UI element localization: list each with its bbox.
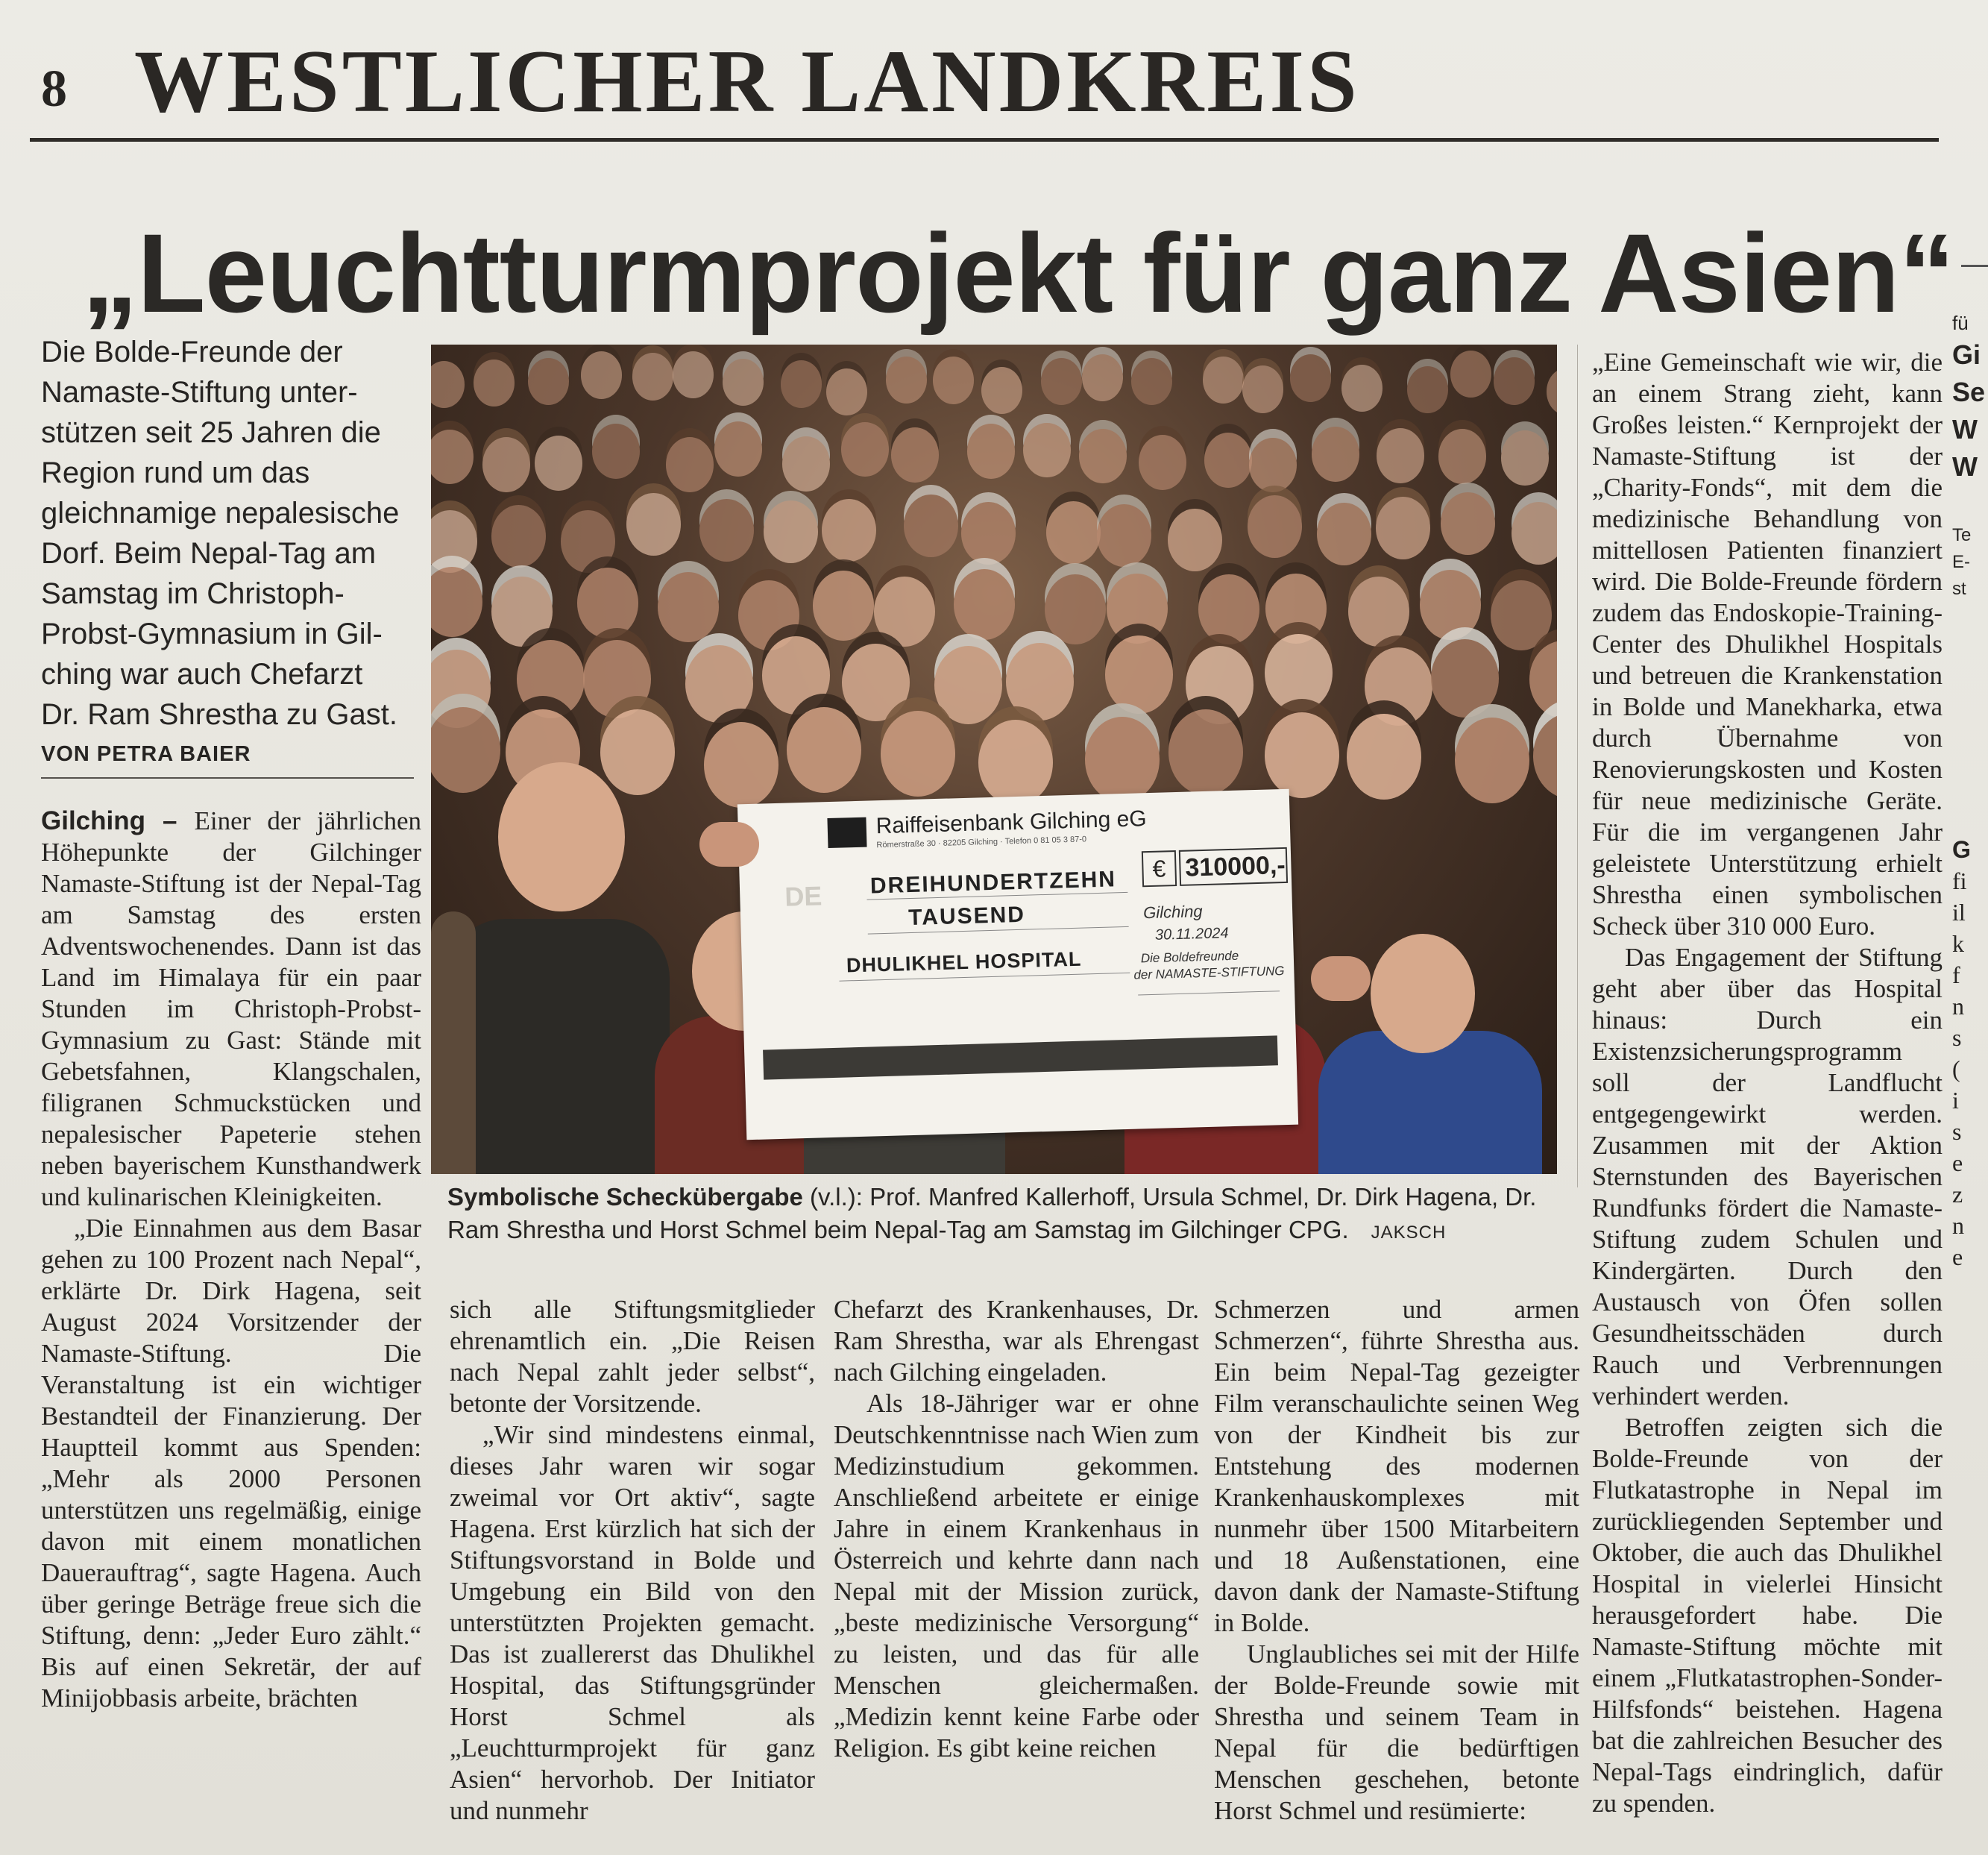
crowd-member (474, 360, 515, 407)
lead-line: ching war auch Chefarzt (41, 658, 363, 691)
edge-text: s (1952, 1024, 1962, 1051)
crowd-member (1501, 430, 1549, 486)
edge-text: f (1952, 961, 1960, 988)
cheque-amount: 310000,- (1179, 847, 1288, 886)
cheque-de-mark: DE (784, 880, 822, 912)
person-figure (431, 911, 476, 1174)
paragraph: Unglaubliches sei mit der Hilfe der Bolde-Freunde sowie mit Shrestha und seinem Team in Nepal für die bedürftigen Menschen geschehen, betonte Horst Schmel und resümierte: (1214, 1639, 1579, 1825)
crowd-member (934, 646, 1002, 724)
crowd-member (1348, 577, 1409, 647)
cheque-place: Gilching (1142, 902, 1203, 923)
lead-line: Namaste-Stiftung unter- (41, 376, 358, 409)
headline: „Leuchtturmprojekt für ganz Asien“ (82, 210, 1954, 336)
edge-text: G (1952, 836, 1971, 863)
crowd-member (626, 493, 681, 556)
cheque-issuer: Die Boldefreunde (1140, 948, 1239, 966)
person-head (1371, 934, 1475, 1053)
crowd-member (1097, 504, 1151, 567)
crowd-member (491, 577, 553, 647)
crowd-member (1041, 358, 1082, 405)
article-photo (431, 345, 1557, 1174)
paragraph: Schmerzen und armen Schmerzen“, führte Shrestha aus. Ein beim Nepal-Tag gezeigter Film veranschaulichte seinen Weg von der Kindheit bis zur Entstehung des modernen Krankenhauskomplexes mit nunmehr über 1500 Mitarbeitern und 18 Außenstationen, eine davon dank der Namaste-Stiftung in Bolde. (1214, 1295, 1579, 1637)
edge-rule (1961, 265, 1988, 267)
crowd-member (762, 636, 830, 715)
crowd-member (1107, 574, 1168, 644)
crowd-member (491, 505, 546, 568)
crowd-member (583, 640, 651, 718)
crowd-member (1431, 639, 1499, 718)
crowd-member (704, 722, 778, 808)
edge-text: i (1952, 1087, 1959, 1114)
crowd-member (1407, 366, 1448, 413)
edge-text: Se (1952, 377, 1986, 407)
edge-text: n (1952, 1212, 1964, 1239)
article-column-4 (1214, 1294, 1579, 1827)
edge-text: z (1952, 1181, 1963, 1208)
crowd-member (699, 499, 754, 562)
crowd-member (1079, 429, 1127, 484)
column-divider (1577, 345, 1578, 1187)
cheque-payee: DHULIKHEL HOSPITAL (846, 947, 1082, 977)
crowd-member (891, 427, 939, 483)
crowd-member (1006, 643, 1074, 721)
paragraph: Betroffen zeigten sich die Bolde-Freunde von der Flutkatastrophe in Nepal im zurückliegenden September und Oktober, die auch das Dhulikhel Hospital in vielerlei Hinsicht herausgefordert habe. Die Namaste-Stiftung möchte mit einem „Flutkatastrophen-Sonder-Hilfsfonds“ beistehen. Hagena bat die zahlreichen Besucher des Nepal-Tags eindringlich, dafür zu spenden. (1592, 1413, 1943, 1818)
crowd-member (1420, 570, 1481, 640)
person-figure (446, 919, 670, 1174)
crowd-member (535, 436, 582, 491)
paragraph: sich alle Stiftungsmitglieder ehrenamtlich ein. „Die Reisen nach Nepal zahlt jeder selbst“, betonte der Vorsitzende. (450, 1295, 815, 1418)
crowd-member (1317, 503, 1371, 565)
cheque-date: 30.11.2024 (1154, 925, 1229, 944)
edge-fragment-mid (1952, 522, 1988, 603)
crowd-member (1376, 497, 1430, 559)
paragraph (41, 806, 421, 1213)
crowd-member (1168, 509, 1222, 571)
crowd-member (764, 500, 818, 563)
cheque-coding-band (763, 1035, 1278, 1079)
crowd-member (1491, 580, 1552, 650)
crowd-member (431, 430, 474, 485)
edge-text: st (1952, 579, 1966, 599)
paragraph-text: Einer der jährlichen Höhepunkte der Gilchinger Namaste-Stiftung ist der Nepal-Tag am Samstag des ersten Adventswochenendes. Dann ist das Land im Himalaya für ein paar Stunden im Christoph-Probst-Gymnasium zu Gast: Stände mit Gebetsfahnen, Klangschalen, filigranen Schmuckstücken und nepalesischer Papeterie stehen neben bayerischem Kunsthandwerk und kulinarischen Kleinigkeiten. (41, 806, 421, 1211)
crowd-member (1105, 635, 1173, 714)
crowd-member (1290, 354, 1331, 401)
lead-line: Probst-Gymnasium in Gil- (41, 618, 383, 650)
hand (699, 822, 759, 867)
crowd-member (1085, 717, 1160, 803)
crowd-member (967, 424, 1015, 479)
crowd-member (600, 709, 675, 795)
caption-lead: Symbolische Scheckübergabe (447, 1183, 803, 1211)
crowd-member (904, 495, 958, 557)
crowd-member (881, 711, 955, 797)
cheque (737, 789, 1298, 1140)
bank-logo-icon (827, 817, 866, 848)
crowd-member (1168, 709, 1243, 795)
edge-fragment-top (1952, 310, 1988, 486)
crowd-member (981, 367, 1022, 414)
article-column-1 (41, 806, 421, 1714)
crowd-member (1347, 714, 1421, 800)
crowd-member (822, 499, 876, 562)
crowd-member (1341, 365, 1383, 412)
crowd-member (431, 361, 465, 408)
crowd-member (431, 707, 500, 793)
lead-line: Region rund um das (41, 456, 310, 489)
article-column-3 (834, 1294, 1199, 1764)
lead-line: Die Bolde-Freunde der (41, 336, 343, 368)
crowd-member (1265, 634, 1333, 712)
crowd-member (1377, 428, 1424, 483)
crowd-member (1131, 358, 1172, 405)
edge-text: fü (1952, 312, 1969, 334)
photo-credit: JAKSCH (1371, 1222, 1447, 1243)
crowd-member (933, 357, 974, 404)
crowd-member (592, 424, 640, 479)
crowd-member (1198, 574, 1259, 644)
edge-text: E- (1952, 552, 1970, 572)
crowd-member (1533, 713, 1557, 799)
euro-icon: € (1142, 850, 1177, 887)
person-head (498, 762, 625, 911)
edge-text: ( (1952, 1055, 1960, 1082)
section-title: WESTLICHER LANDKREIS (134, 31, 1360, 131)
header-rule (30, 138, 1939, 142)
edge-text: s (1952, 1118, 1962, 1145)
crowd-member (978, 720, 1053, 806)
crowd-member (1450, 351, 1491, 398)
crowd-member (658, 572, 719, 642)
lead-line: stützen seit 25 Jahren die (41, 416, 381, 449)
crowd-member (581, 351, 622, 398)
edge-text: n (1952, 993, 1964, 1020)
crowd-member (781, 360, 822, 407)
byline: VON PETRA BAIER (41, 742, 414, 779)
crowd-member (1265, 712, 1339, 798)
crowd-member (1046, 501, 1101, 564)
crowd-member (1082, 354, 1123, 401)
cheque-bank-address: Römerstraße 30 · 82205 Gilching · Telefon 0 81 05 3 87-0 (876, 835, 1087, 850)
paragraph: „Die Einnahmen aus dem Basar gehen zu 100 Prozent nach Nepal“, erklärte Dr. Dirk Hagena, seit August 2024 Vorsitzender der Namaste-Stiftung. Die Veranstaltung ist ein wichtiger Bestandteil der Finanzierung. Der Hauptteil kommt aus Spenden: „Mehr als 2000 Personen unterstützen uns regelmäßig, einige davon mit einem monatlichen Dauerauftrag“, sagte Hagena. Auch über geringe Beträge freue sich die Stiftung, denn: „Jeder Euro zählt.“ Bis auf einen Sekretär, der auf Minijobbasis arbeite, brächten (41, 1214, 421, 1713)
crowd-member (1265, 574, 1327, 644)
crowd-member (1547, 368, 1558, 415)
paragraph: Chefarzt des Krankenhauses, Dr. Ram Shrestha, war als Ehrengast nach Gilching eingeladen. (834, 1295, 1199, 1387)
article-lead (41, 332, 414, 735)
cheque-amount-words: TAUSEND (908, 902, 1026, 931)
cheque-line (1138, 991, 1280, 995)
crowd-member (954, 569, 1015, 639)
cheque-amount-words: DREIHUNDERTZEHN (869, 867, 1117, 899)
paragraph: Das Engagement der Stiftung geht aber über das Hospital hinaus: Durch ein Existenzsicherungsprogramm soll der Landflucht entgegengewirkt werden. Zusammen mit der Aktion Sternstunden des Bayerischen Rundfunks fördert die Namaste-Stiftung zudem Schulen und Kindergärten. Durch den Austausch von Öfen sollen Gesundheitsschäden durch Rauch und Verbrennungen verhindert werden. (1592, 943, 1943, 1410)
crowd-member (1204, 433, 1252, 488)
crowd-member (1312, 427, 1359, 482)
article-column-2 (450, 1294, 815, 1827)
crowd-member (673, 351, 714, 398)
crowd-member (961, 502, 1016, 565)
crowd-member (782, 436, 830, 492)
caption-text: (v.l.): Prof. Manfred Kallerhoff, Ursula Schmel, Dr. Dirk Hagena, Dr. Ram Shrestha und Horst Schmel beim Nepal-Tag am Samstag im Gilchinger CPG. (447, 1183, 1537, 1243)
paragraph: „Eine Gemeinschaft wie wir, die an einem Strang zieht, kann Großes leisten.“ Kernprojekt der Namaste-Stiftung ist der „Charity-Fonds“, mit dem die medizinische Behandlung von mittellosen Patienten finanziert wird. Die Bolde-Freunde fördern zudem das Endoskopie-Training-Center des Dhulikhel Hospitals und betreuen die Krankenstation in Bolde und Manekharka, etwa durch Übernahme von Renovierungskosten und Kosten für neue medizinische Geräte. Für die im vergangenen Jahr geleistete Unterstützung erhielt Shrestha einen symbolischen Scheck über 310 000 Euro. (1592, 348, 1943, 941)
crowd-member (431, 567, 482, 637)
lead-line: Dorf. Beim Nepal-Tag am (41, 537, 377, 570)
crowd-member (632, 353, 673, 400)
crowd-member (561, 510, 615, 573)
cheque-issuer: der NAMASTE-STIFTUNG (1133, 964, 1285, 982)
edge-text: e (1952, 1149, 1963, 1176)
crowd-member (841, 422, 889, 477)
edge-text: Te (1952, 525, 1972, 545)
crowd-member (826, 368, 867, 415)
edge-text: fi (1952, 867, 1967, 894)
crowd-member (1023, 423, 1071, 478)
crowd-member (577, 568, 638, 638)
lead-line: gleichnamige nepalesische (41, 497, 400, 530)
crowd-member (1045, 574, 1106, 644)
crowd-member (1441, 492, 1495, 555)
crowd-member (1455, 718, 1529, 803)
crowd-member (1529, 641, 1557, 719)
crowd-member (1248, 495, 1302, 558)
crowd-member (1512, 502, 1557, 565)
edge-text: W (1952, 414, 1978, 445)
crowd-member (886, 357, 927, 404)
crowd-member (1365, 647, 1432, 726)
lead-line: Dr. Ram Shrestha zu Gast. (41, 698, 397, 731)
edge-text: k (1952, 930, 1964, 957)
edge-text: il (1952, 899, 1966, 926)
edge-text: Gi (1952, 339, 1981, 370)
article-column-5 (1592, 347, 1943, 1819)
crowd-member (1242, 365, 1283, 412)
crowd-member (482, 437, 530, 492)
crowd-member (528, 358, 569, 405)
crowd-member (1139, 435, 1186, 490)
crowd-member (517, 640, 585, 718)
paragraph: „Wir sind mindestens einmal, dieses Jahr waren wir sogar zweimal vor Ort aktiv“, sagte Hagena. Erst kürzlich hat sich der Stiftungsvorstand in Bolde und Umgebung ein Bild von den unterstützten Projekten gemacht. Das ist zuallererst das Dhulikhel Hospital, das Stiftungsgründer Horst Schmel als „Leuchtturmprojekt für ganz Asien“ hervorhob. Der Initiator und nunmehr (450, 1420, 815, 1825)
cheque-bank-name: Raiffeisenbank Gilching eG (875, 806, 1148, 839)
edge-text: W (1952, 451, 1978, 482)
crowd-member (714, 421, 762, 477)
edge-text: e (1952, 1243, 1963, 1270)
crowd-member (1438, 429, 1486, 484)
crowd-member (813, 571, 874, 641)
edge-fragment-lower (1952, 834, 1988, 1272)
crowd-member (685, 645, 753, 724)
paragraph: Als 18-Jähriger war er ohne Deutschkenntnisse nach Wien zum Medizinstudium gekommen. Anschließend arbeitete er einige Jahre in einem Krankenhaus in Österreich und kehrte dann nach Nepal mit der Mission zurück, „beste medizinische Versorgung“ zu leisten, und das für alle Menschen gleichermaßen. „Medizin kennt keine Farbe oder Religion. Es gibt keine reichen (834, 1389, 1199, 1763)
lead-line: Samstag im Christoph- (41, 577, 345, 610)
crowd-member (1249, 438, 1297, 493)
crowd-member (666, 437, 714, 492)
hand (1311, 956, 1371, 1001)
crowd-member (1494, 357, 1535, 404)
dateline: Gilching – (41, 806, 195, 835)
crowd-member (1203, 357, 1244, 404)
crowd-member (723, 359, 764, 406)
crowd-member (842, 644, 910, 722)
crowd-member (874, 577, 935, 647)
page-number: 8 (41, 60, 67, 118)
photo-caption (447, 1181, 1566, 1249)
crowd-member (431, 510, 477, 573)
crowd-member (787, 707, 861, 793)
